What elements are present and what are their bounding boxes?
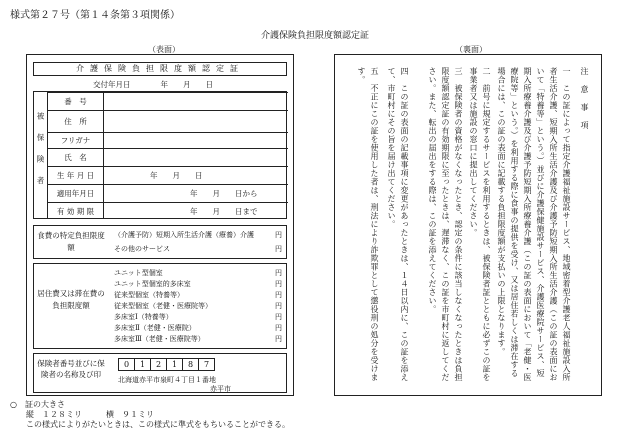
form-number: 様式第２７号（第１４条第３項関係） [10, 10, 180, 21]
note-item: 一 この証によって指定介護福祉施設サービス、地域密着型介護老人福祉施設入所者生活介護、短期入所生活介護及び介護予防短期入所生活介護（この証の表面において「特養等」という。）並びに介護保健施設サービス、介護医療院サービス、短期入所療養介護及び介護予防短期入所療養介護（この証の表面において「老健・医療院等」という。）を利用する際に食事の提供を受け、又は居住若しくは滞在する場合には、この証の表面に記載する負担限度額が支払いの上限となります。 [497, 67, 571, 382]
residence-item-unit: 円 [275, 291, 282, 299]
insurer-label: 保険者番号並びに保険者の名称及び印 [37, 359, 105, 379]
residence-item-name: 多床室Ⅰ（特養等） [114, 313, 173, 321]
residence-item-name: 従来型個室（老健・医療院等） [114, 302, 212, 310]
residence-item-unit: 円 [275, 324, 282, 332]
table-row [48, 92, 288, 110]
residence-item-unit: 円 [275, 302, 282, 310]
row-label: 番 号 [48, 93, 104, 110]
food-cost-label: 食費の特定負担限度額 [37, 231, 105, 252]
footer-line: ○ 証の大きさ [10, 400, 65, 409]
residence-item [114, 312, 284, 323]
table-row [48, 148, 288, 166]
row-value: 年 月 日 [150, 171, 203, 180]
note-item: 四 この証の表面の記載事項に変更があったときは、１４日以内に、この証を添えて、市町村にその旨を届け出てください。 [387, 67, 409, 382]
issue-date: 交付年月日 年 月 日 [93, 80, 213, 89]
footer-line: 縦 １２８ミリ 横 ９１ミリ [10, 410, 154, 419]
food-item-unit: 円 [275, 245, 282, 253]
footer-notes [10, 400, 290, 430]
note-item: 五 不正にこの証を使用した者は、刑法により詐欺罪として懲役刑の処分を受けます。 [357, 67, 379, 382]
insurer-digit: 7 [198, 358, 215, 371]
insurer-digit: 2 [150, 358, 167, 371]
residence-item-unit: 円 [275, 335, 282, 343]
insurer-digit: 0 [118, 358, 135, 371]
residence-item [114, 290, 284, 301]
residence-item-name: 多床室Ⅲ（老健・医療院等） [114, 335, 205, 343]
table-row [48, 110, 288, 132]
residence-cost-label: 居住費又は滞在費の負担限度額 [37, 289, 105, 310]
residence-item-name: 多床室Ⅱ（老健・医療院） [114, 324, 196, 332]
row-value: 年 月 日から [190, 189, 258, 198]
insurer-digit: 1 [134, 358, 151, 371]
food-item-name: （介護予防）短期入所生活介護（療養）介護 [114, 231, 254, 239]
insurer-section [33, 353, 287, 393]
residence-item-name: ユニット型個室的多床室 [114, 280, 191, 288]
insured-vertical-label: 被保険者 [34, 92, 48, 218]
table-row [48, 166, 288, 184]
row-label: フリガナ [48, 133, 104, 148]
food-item-name: その他のサービス [114, 245, 170, 253]
insurer-digit: 8 [182, 358, 199, 371]
row-label: 適用年月日 [48, 185, 104, 202]
row-value [110, 111, 284, 132]
insurer-number [118, 358, 214, 371]
table-row [48, 202, 288, 219]
row-label: 氏 名 [48, 149, 104, 166]
food-cost-section [33, 225, 287, 259]
residence-item [114, 334, 284, 345]
residence-cost-section [33, 263, 287, 349]
note-item: 二 前号に規定するサービスを利用するときは、被保険者証とともに必ずこの証を事業者又は施設の窓口に提出してください。 [469, 67, 491, 382]
residence-items-list [114, 268, 284, 345]
row-value [110, 133, 284, 148]
front-side [26, 54, 294, 396]
insurer-digit: 1 [166, 358, 183, 371]
food-item [114, 244, 284, 254]
food-item-unit: 円 [275, 231, 282, 239]
table-row [48, 132, 288, 148]
residence-item-name: 従来型個室（特養等） [114, 291, 184, 299]
row-value [110, 93, 284, 110]
footer-line: この様式によりがたいときは、この様式に準式をもちいることができる。 [10, 420, 290, 429]
residence-item-unit: 円 [275, 313, 282, 321]
note-item: 三 被保険者の資格がなくなったとき、認定の条件に該当しなくなったときは負担限度額認定証の有効期限に至ったときは、遅滞なく、この証を市町村に返してください。また、転出の届出をする際は、この証を添えてください。 [428, 67, 463, 382]
notes-heading: 注意事項 [580, 67, 589, 139]
back-label: （裏面） [455, 45, 487, 54]
residence-item-unit: 円 [275, 280, 282, 288]
insured-info-table [33, 91, 287, 219]
row-label: 生 年 月 日 [48, 167, 104, 184]
row-label: 有 効 期 限 [48, 203, 104, 219]
row-value [110, 149, 284, 166]
insurer-name: 赤平市 [210, 385, 231, 393]
certificate-title: 介護保険負担限度額認定証 [260, 31, 369, 41]
insurer-address: 北海道赤平市泉町４丁目１番地 [118, 376, 216, 384]
back-side [334, 54, 602, 396]
residence-item-unit: 円 [275, 269, 282, 277]
food-item [114, 230, 284, 240]
inner-title: 介護保険負担限度額認定証 [33, 62, 287, 76]
residence-item-name: ユニット型個室 [114, 269, 163, 277]
row-label: 住 所 [48, 111, 104, 132]
front-label: （表面） [148, 45, 180, 54]
residence-item [114, 279, 284, 290]
row-value: 年 月 日まで [190, 206, 258, 216]
table-row [48, 184, 288, 202]
residence-item [114, 323, 284, 334]
residence-item [114, 301, 284, 312]
residence-item [114, 268, 284, 279]
